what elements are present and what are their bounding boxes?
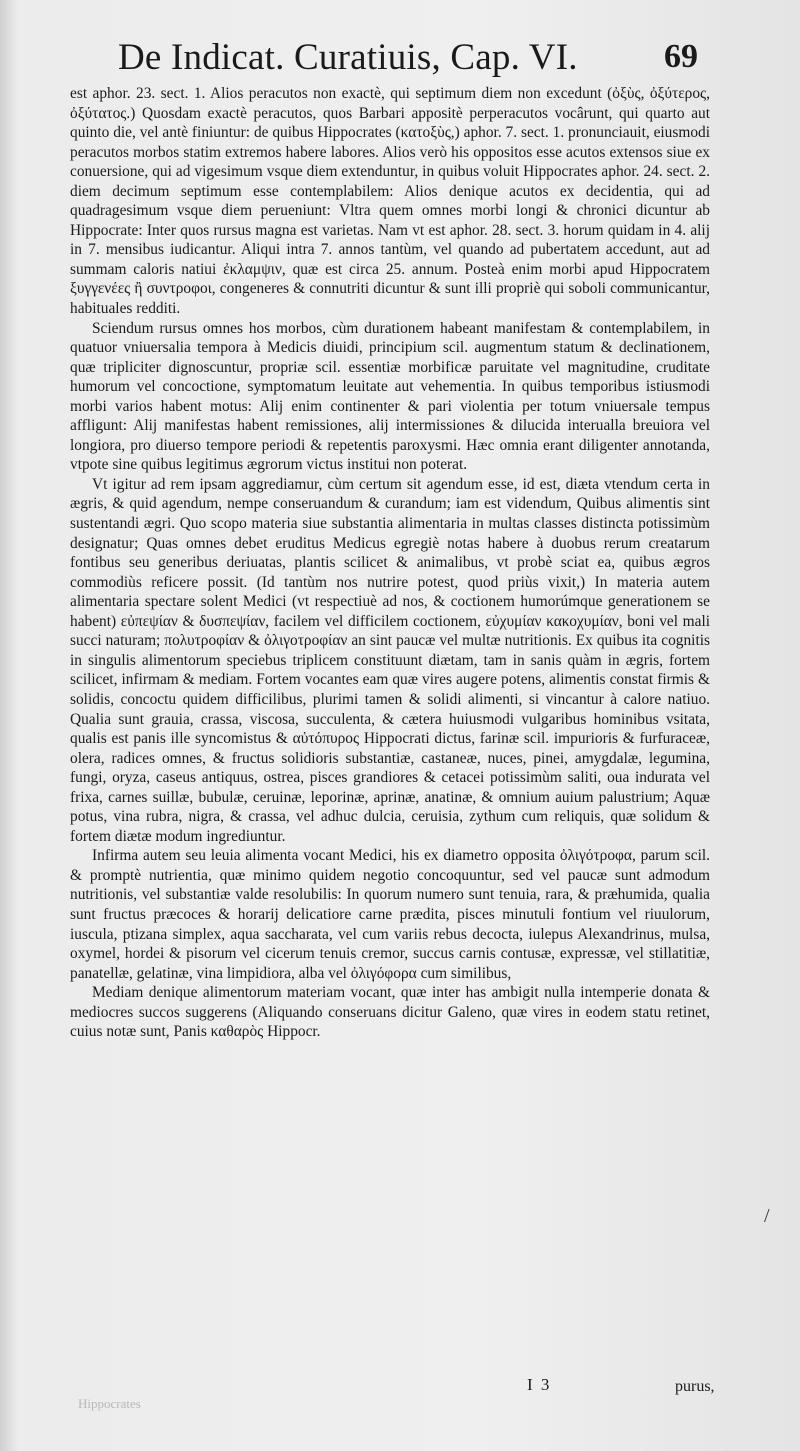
page-header bbox=[118, 36, 698, 86]
catchword: purus, bbox=[675, 1378, 715, 1395]
running-head: De Indicat. Curatiuis, Cap. VI. bbox=[118, 37, 578, 78]
paragraph: Mediam denique alimentorum materiam vocant, quæ inter has ambigit nulla intemperie donata & mediocres succos suggerens (Aliquando conseruans dicitur Galeno, quæ vires in eodem statu retinet, cuius notæ sunt, Panis καθαρὸς Hippocr. bbox=[70, 984, 710, 1041]
body-text bbox=[70, 84, 710, 1042]
page-number: 69 bbox=[664, 38, 698, 75]
paragraph: Sciendum rursus omnes hos morbos, cùm durationem habeant manifestam & contemplabilem, in quatuor vniuersalia tempora à Medicis diuidi, principium scil. augmentum statum & declinationem, quæ tripliciter dignoscuntur, propriæ scil. essentiæ morbificæ paruitate vel magnitudine, cruditate humorum vel concoctione, symptomatum leuitate aut vehementia. In quibus temporibus istiusmodi morbi varios habent motus: Alij enim continenter & pari violentia per totum vniuersale tempus affligunt: Alij manifestas habent remissiones, alij intermissiones & dilucida interualla breuiora vel longiora, pro diuerso tempore periodi & repetentis paroxysmi. Hæc omnia erant diligenter annotanda, vtpote sine quibus legitimus ægrorum victus institui non poterat. bbox=[70, 319, 710, 474]
signature-mark: I 3 bbox=[527, 1375, 552, 1394]
margin-mark: / bbox=[764, 1205, 770, 1227]
paragraph: Infirma autem seu leuia alimenta vocant Medici, his ex diametro opposita ὀλιγότροφα, parum scil. & promptè nutrientia, quæ minimo quidem negotio concoquuntur, sed vel paucæ sunt admodum nutritionis, vel substantiæ valde resolubilis: In quorum numero sunt tenuia, rara, & præhumida, qualia sunt fructus præcoces & horarij delicatiore carne prædita, pisces minutuli fontium vel riuulorum, iuscula, ptizana simplex, aqua saccharata, vel cum variis rebus decocta, iulepus Alexandrinus, mulsa, oxymel, hordei & pisorum vel cicerum tenuis cremor, succus carnis contusæ, expressæ, vel stillatitiæ, panatellæ, gelatinæ, vina limpidiora, alba vel ὀλιγόφορα cum similibus, bbox=[70, 847, 710, 982]
bleed-through-text: Hippocrates bbox=[78, 1396, 141, 1411]
paragraph: est aphor. 23. sect. 1. Alios peracutos non exactè, qui septimum diem non excedunt (ὀξὺς, ὀξύτερος, ὀξύτατος.) Quosdam exactè peracutos, quos Barbari appositè perperacutos vocârunt, qui quarto aut quinto die, vel antè finiuntur: de quibus Hippocrates (κατοξὺς,) aphor. 7. sect. 1. pronunciauit, eiusmodi peracutos morbos statim extremos habere labores. Alios verò his oppositos esse acutos extensos siue ex conuersione, qui ad vigesimum vsque diem extenduntur, in quibus voluit Hippocrates aphor. 24. sect. 2. diem decimum septimum esse contemplabilem: Alios denique acutos ex decidentia, qui ad quadragesimum vsque diem perueniunt: Vltra quem omnes morbi longi & chronici dicuntur ab Hippocrate: Inter quos rursus magna est varietas. Nam vt est aphor. 28. sect. 3. horum quidam in 4. alij in 7. mensibus iudicantur. Aliqui intra 7. annos tantùm, vel quando ad pubertatem accedunt, aut ad summam caloris natiui ἐκλαμψιν, quæ est circa 25. annum. Posteà enim morbi apud Hippocratem ξυγγενέες ἢ συντροφοι, congeneres & connutriti dicuntur & sunt illi propriè qui soboli communicantur, habituales redditi. bbox=[70, 85, 710, 318]
paragraph: Vt igitur ad rem ipsam aggrediamur, cùm certum sit agendum esse, id est, diæta vtendum certa in ægris, & quid agendum, nempe conseruandum & curandum; iam est videndum, Quibus alimentis sint sustentandi ægri. Quo scopo materia siue substantia alimentaria in multas classes distincta potissimùm designatur; Quas omnes debet eruditus Medicus egregiè notas habere à duobus rerum creatarum fontibus seu generibus deriuatas, plantis scilicet & animalibus, vt probè sciat ea, quibus ægros commodiùs reficere possit. (Id tantùm nos nutrire potest, quod priùs vixit,) In materia autem alimentaria spectare solent Medici (vt respectiuè ad nos, & coctionem humorúmque generationem se habent) εὐπεψίαν & δυσπεψίαν, facilem vel difficilem coctionem, εὐχυμίαν κακοχυμίαν, boni vel mali succi naturam; πολυτροφίαν & ὀλιγοτροφίαν an sint paucæ vel multæ nutritionis. Ex quibus ita cognitis in singulis alimentorum speciebus triplicem constituunt diætam, tam in sanis quàm in ægris, fortem scilicet, infirmam & mediam. Fortem vocantes eam quæ vires augere potens, alimentis constat firmis & solidis, concoctu quidem difficilibus, plurimi tamen & solidi alimenti, si vincantur à calore natiuo. Qualia sunt grauia, crassa, viscosa, succulenta, & cætera huiusmodi vulgaribus hominibus vsitata, qualis est panis ille syncomistus & αὐτόπυρος Hippocrati dictus, farinæ scil. impurioris & furfuraceæ, olera, radices omnes, & fructus solidioris substantiæ, castaneæ, nuces, pinei, amygdalæ, legumina, fungi, oryza, caseus antiquus, ostrea, pisces grandiores & cetacei potissimùm saliti, oua indurata vel frixa, carnes suillæ, bubulæ, ceruinæ, leporinæ, aprinæ, anatinæ, & omnium auium palustrium; Aquæ potus, vina rubra, nigra, & crassa, vel adhuc dulcia, ceruisia, zythum cum reliquis, quæ solidum & fortem diætæ modum ingrediuntur. bbox=[70, 475, 710, 845]
